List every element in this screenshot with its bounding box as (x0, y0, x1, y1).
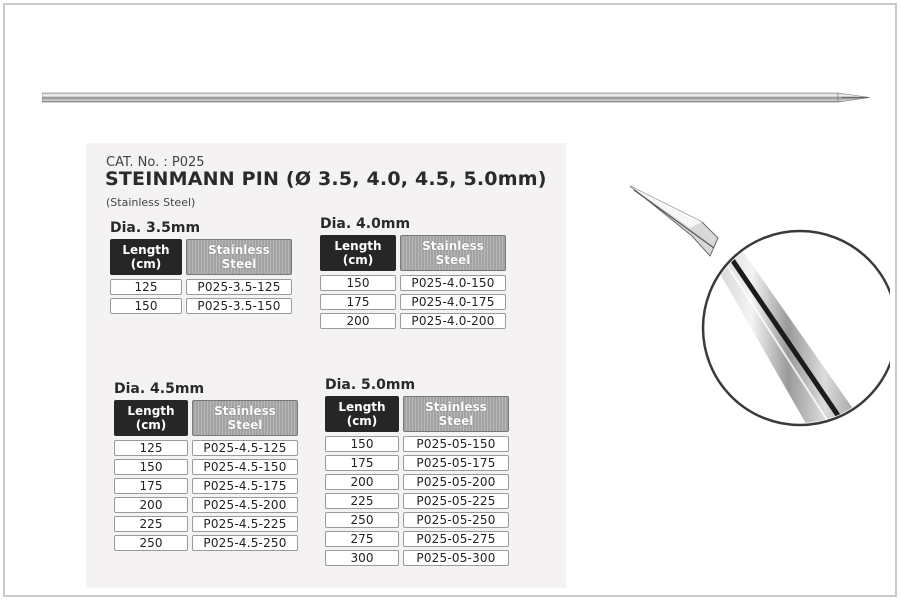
code-cell: P025-3.5-125 (186, 279, 292, 295)
table-row (320, 275, 506, 291)
catalog-number: CAT. No. : P025 (106, 155, 205, 170)
code-cell: P025-4.5-200 (192, 497, 298, 513)
code-cell: P025-05-300 (403, 550, 509, 566)
table-row (114, 478, 298, 494)
table-header (320, 235, 506, 271)
length-cell: 200 (325, 474, 399, 490)
table-row (325, 531, 509, 547)
code-cell: P025-05-200 (403, 474, 509, 490)
length-cell: 250 (114, 535, 188, 551)
table-row (114, 440, 298, 456)
table-row (325, 436, 509, 452)
product-title: STEINMANN PIN (Ø 3.5, 4.0, 4.5, 5.0mm) (105, 168, 547, 190)
table-row (110, 298, 292, 314)
pin-tip-magnified-image (620, 178, 890, 438)
table-row (114, 497, 298, 513)
code-cell: P025-4.5-175 (192, 478, 298, 494)
length-cell: 150 (325, 436, 399, 452)
length-cell: 175 (325, 455, 399, 471)
code-cell: P025-4.0-200 (400, 313, 506, 329)
length-cell: 200 (320, 313, 396, 329)
table-row (325, 474, 509, 490)
length-header: Length (cm) (114, 400, 188, 436)
table-header (325, 396, 509, 432)
table-row (114, 535, 298, 551)
length-cell: 250 (325, 512, 399, 528)
table-dia-3-5 (110, 220, 292, 317)
length-cell: 275 (325, 531, 399, 547)
length-header: Length (cm) (325, 396, 399, 432)
length-cell: 200 (114, 497, 188, 513)
length-cell: 300 (325, 550, 399, 566)
table-row (320, 294, 506, 310)
length-cell: 125 (110, 279, 182, 295)
code-cell: P025-3.5-150 (186, 298, 292, 314)
table-row (325, 512, 509, 528)
length-header: Length (cm) (320, 235, 396, 271)
code-cell: P025-05-175 (403, 455, 509, 471)
length-cell: 150 (320, 275, 396, 291)
length-cell: 175 (320, 294, 396, 310)
length-cell: 225 (325, 493, 399, 509)
length-cell: 150 (114, 459, 188, 475)
table-row (325, 455, 509, 471)
material-header: Stainless Steel (186, 239, 292, 275)
table-row (320, 313, 506, 329)
table-dia-4-5 (114, 381, 298, 554)
table-header (110, 239, 292, 275)
length-cell: 150 (110, 298, 182, 314)
material-header: Stainless Steel (192, 400, 298, 436)
code-cell: P025-05-150 (403, 436, 509, 452)
table-row (325, 493, 509, 509)
material-header: Stainless Steel (403, 396, 509, 432)
code-cell: P025-4.0-175 (400, 294, 506, 310)
table-dia-4-0 (320, 216, 506, 332)
table-row (110, 279, 292, 295)
material-note: (Stainless Steel) (106, 196, 196, 209)
length-header: Length (cm) (110, 239, 182, 275)
table-heading: Dia. 4.5mm (114, 381, 205, 397)
code-cell: P025-05-275 (403, 531, 509, 547)
table-header (114, 400, 298, 436)
length-cell: 225 (114, 516, 188, 532)
table-row (114, 459, 298, 475)
table-heading: Dia. 5.0mm (325, 377, 416, 393)
table-dia-5-0 (325, 377, 509, 569)
code-cell: P025-05-225 (403, 493, 509, 509)
code-cell: P025-05-250 (403, 512, 509, 528)
code-cell: P025-4.5-225 (192, 516, 298, 532)
code-cell: P025-4.5-150 (192, 459, 298, 475)
table-heading: Dia. 4.0mm (320, 216, 411, 232)
steinmann-pin-image (42, 89, 872, 107)
code-cell: P025-4.5-250 (192, 535, 298, 551)
length-cell: 125 (114, 440, 188, 456)
code-cell: P025-4.0-150 (400, 275, 506, 291)
length-cell: 175 (114, 478, 188, 494)
code-cell: P025-4.5-125 (192, 440, 298, 456)
table-heading: Dia. 3.5mm (110, 220, 201, 236)
table-row (114, 516, 298, 532)
material-header: Stainless Steel (400, 235, 506, 271)
table-row (325, 550, 509, 566)
